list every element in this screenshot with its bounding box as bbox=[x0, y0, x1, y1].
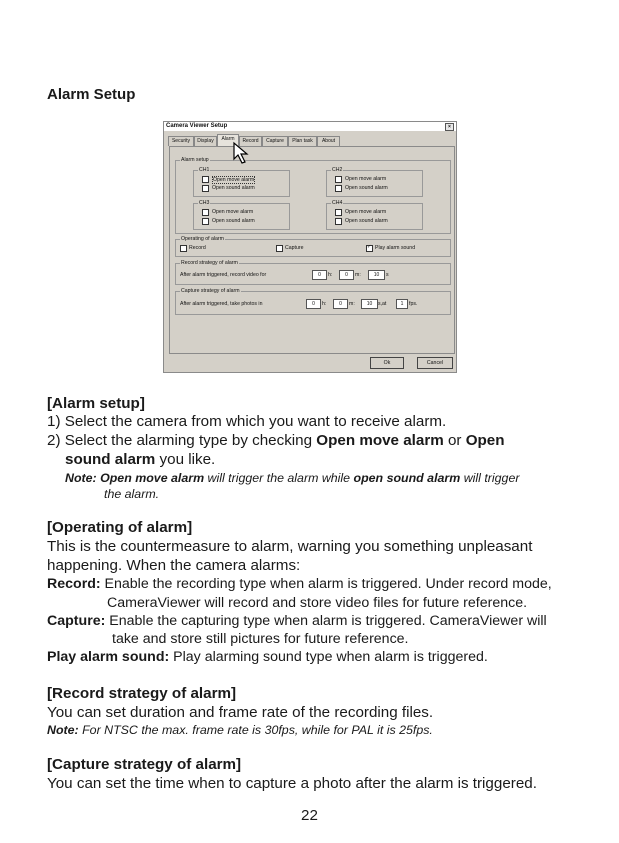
capture-strategy-para: You can set the time when to capture a photo after the alarm is triggered. bbox=[47, 775, 537, 792]
play-sound-desc: Play alarming sound type when alarm is triggered. bbox=[169, 649, 488, 665]
operating-para-2: happening. When the camera alarms: bbox=[47, 557, 301, 574]
tab-plan-task[interactable]: Plan task bbox=[288, 136, 317, 146]
record-strategy-group bbox=[175, 260, 451, 285]
operating-para-1: This is the countermeasure to alarm, warning you something unpleasant bbox=[47, 538, 533, 555]
step-2-term-move: Open move alarm bbox=[316, 432, 444, 449]
page-number: 22 bbox=[301, 807, 318, 824]
capture-seconds-unit: s,at bbox=[378, 301, 387, 307]
record-strategy-text: After alarm triggered, record video for bbox=[180, 272, 267, 278]
record-seconds-unit: s bbox=[386, 272, 389, 278]
operating-heading: [Operating of alarm] bbox=[47, 519, 193, 536]
tab-record[interactable]: Record bbox=[239, 136, 262, 146]
step-2-line2 bbox=[65, 450, 215, 469]
capture-term: Capture: bbox=[47, 613, 106, 629]
ch4-sound-checkbox[interactable] bbox=[335, 218, 342, 225]
ch2-label: CH2 bbox=[332, 167, 343, 173]
ch1-move-checkbox[interactable] bbox=[202, 176, 209, 183]
op-record-label: Record bbox=[189, 245, 206, 251]
ch2-sound-label: Open sound alarm bbox=[345, 185, 388, 191]
ch1-label: CH1 bbox=[199, 167, 210, 173]
record-hours-spinner[interactable]: 0 bbox=[312, 270, 327, 280]
op-play-sound-label: Play alarm sound bbox=[375, 245, 416, 251]
note-1-text-c: will trigger bbox=[460, 471, 520, 485]
ch3-move-checkbox[interactable] bbox=[202, 209, 209, 216]
step-1: 1) Select the camera from which you want to receive alarm. bbox=[47, 413, 447, 430]
note-1-line1 bbox=[65, 470, 519, 486]
tab-capture[interactable]: Capture bbox=[262, 136, 288, 146]
page-title: Alarm Setup bbox=[47, 86, 136, 103]
play-sound-def bbox=[47, 648, 488, 667]
op-capture-label: Capture bbox=[285, 245, 304, 251]
ch3-sound-label: Open sound alarm bbox=[212, 218, 255, 224]
capture-minutes-spinner[interactable]: 0 bbox=[333, 299, 348, 309]
ch3-sound-checkbox[interactable] bbox=[202, 218, 209, 225]
tab-alarm[interactable]: Alarm bbox=[217, 134, 239, 146]
ch2-sound-checkbox[interactable] bbox=[335, 185, 342, 192]
ch1-sound-checkbox[interactable] bbox=[202, 185, 209, 192]
capture-strategy-group bbox=[175, 288, 451, 315]
ch2-move-checkbox[interactable] bbox=[335, 176, 342, 183]
ch3-label: CH3 bbox=[199, 200, 210, 206]
cancel-button[interactable]: Cancel bbox=[417, 357, 453, 369]
ch1-group bbox=[193, 167, 290, 197]
ch2-move-label: Open move alarm bbox=[345, 176, 387, 182]
ch2-group bbox=[326, 167, 423, 197]
step-2-line1 bbox=[47, 431, 505, 450]
step-2-text-end: you like. bbox=[155, 451, 216, 468]
step-2-text-a: 2) Select the alarming type by checking bbox=[47, 432, 317, 449]
note-1-line2: the alarm. bbox=[104, 487, 160, 501]
capture-strategy-heading: [Capture strategy of alarm] bbox=[47, 756, 242, 773]
capture-fps-input[interactable]: 1 bbox=[396, 299, 408, 309]
capture-strategy-text: After alarm triggered, take photos in bbox=[180, 301, 263, 307]
record-hours-unit: h: bbox=[328, 272, 333, 278]
record-minutes-spinner[interactable]: 0 bbox=[339, 270, 354, 280]
ch4-label: CH4 bbox=[332, 200, 343, 206]
ch4-sound-label: Open sound alarm bbox=[345, 218, 388, 224]
op-record-checkbox[interactable] bbox=[180, 245, 187, 252]
mouse-pointer-icon bbox=[232, 141, 258, 167]
record-seconds-spinner[interactable]: 10 bbox=[368, 270, 385, 280]
record-term: Record: bbox=[47, 576, 101, 592]
note-2 bbox=[47, 722, 433, 738]
step-2-term-sound: sound alarm bbox=[65, 451, 156, 468]
note-1-label: Note: Open move alarm bbox=[65, 471, 205, 485]
record-def-line1 bbox=[47, 575, 552, 594]
operating-group bbox=[175, 236, 451, 257]
note-2-text: For NTSC the max. frame rate is 30fps, while for PAL it is 25fps. bbox=[78, 723, 433, 737]
capture-def-line1 bbox=[47, 612, 547, 631]
alarm-setup-group bbox=[175, 157, 451, 234]
note-1-text-a: will trigger the alarm while bbox=[204, 471, 354, 485]
ch1-sound-label: Open sound alarm bbox=[212, 185, 255, 191]
step-2-text-or: or bbox=[443, 432, 466, 449]
record-desc-1: Enable the recording type when alarm is triggered. Under record mode, bbox=[100, 576, 552, 592]
ch3-group bbox=[193, 200, 290, 230]
capture-strategy-group-label: Capture strategy of alarm bbox=[181, 288, 240, 294]
op-play-sound-checkbox[interactable] bbox=[366, 245, 373, 252]
dialog-titlebar bbox=[164, 122, 456, 131]
note-1-term: open sound alarm bbox=[353, 471, 461, 485]
tab-about[interactable]: About bbox=[317, 136, 340, 146]
capture-hours-spinner[interactable]: 0 bbox=[306, 299, 321, 309]
capture-seconds-spinner[interactable]: 10 bbox=[361, 299, 378, 309]
tab-security[interactable]: Security bbox=[168, 136, 194, 146]
capture-desc-2: take and store still pictures for future reference. bbox=[112, 631, 409, 647]
close-icon[interactable]: × bbox=[445, 123, 454, 131]
capture-hours-unit: h: bbox=[322, 301, 327, 307]
dialog-title: Camera Viewer Setup bbox=[166, 123, 228, 129]
op-capture-checkbox[interactable] bbox=[276, 245, 283, 252]
capture-desc-1: Enable the capturing type when alarm is triggered. CameraViewer will bbox=[105, 613, 547, 629]
record-strategy-group-label: Record strategy of alarm bbox=[181, 260, 238, 266]
note-2-label: Note: bbox=[47, 723, 79, 737]
operating-group-label: Operating of alarm bbox=[181, 236, 224, 242]
alarm-panel bbox=[169, 146, 455, 354]
ch3-move-label: Open move alarm bbox=[212, 209, 254, 215]
alarm-setup-group-label: Alarm setup bbox=[181, 157, 209, 163]
record-desc-2: CameraViewer will record and store video files for future reference. bbox=[107, 595, 528, 611]
ok-button[interactable]: Ok bbox=[370, 357, 404, 369]
ch4-move-label: Open move alarm bbox=[345, 209, 387, 215]
ch1-move-label: Open move alarm bbox=[213, 177, 255, 183]
play-sound-term: Play alarm sound: bbox=[47, 649, 170, 665]
setup-dialog-screenshot bbox=[163, 121, 457, 373]
record-minutes-unit: m: bbox=[355, 272, 361, 278]
tab-display[interactable]: Display bbox=[194, 136, 217, 146]
step-2-term-open: Open bbox=[465, 432, 505, 449]
capture-fps-unit: fps. bbox=[409, 301, 418, 307]
alarm-setup-heading: [Alarm setup] bbox=[47, 395, 145, 412]
record-strategy-para: You can set duration and frame rate of the recording files. bbox=[47, 704, 434, 721]
record-strategy-heading: [Record strategy of alarm] bbox=[47, 685, 237, 702]
ch4-move-checkbox[interactable] bbox=[335, 209, 342, 216]
ch4-group bbox=[326, 200, 423, 230]
capture-minutes-unit: m: bbox=[349, 301, 355, 307]
